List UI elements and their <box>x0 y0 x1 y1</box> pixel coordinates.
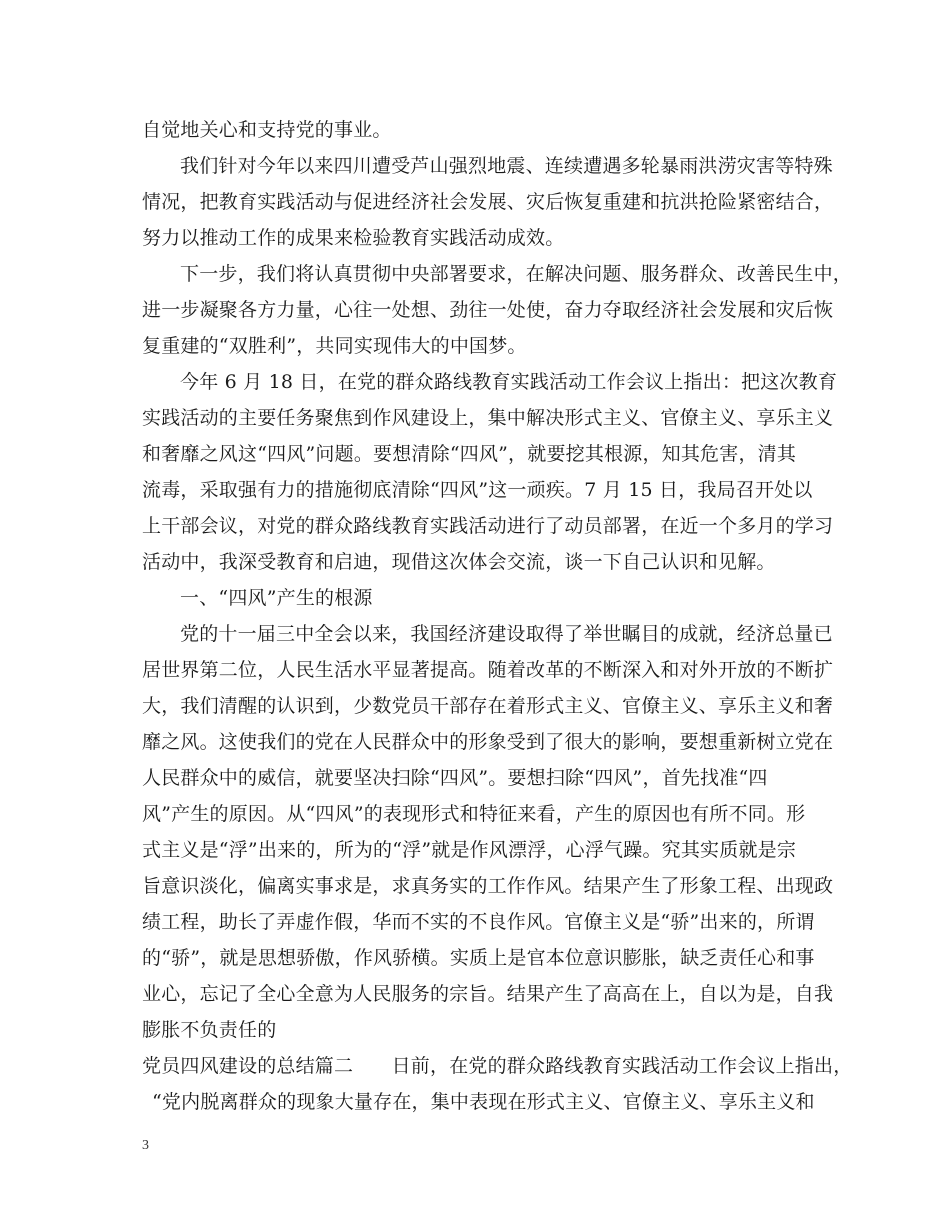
text-line: 风”产生的原因。从“四风”的表现形式和特征来看，产生的原因也有所不同。形 <box>142 803 806 825</box>
text-line: 情况，把教育实践活动与促进经济社会发展、灾后恢复重建和抗洪抢险紧密结合， <box>142 191 834 213</box>
text-line: 流毒，采取强有力的措施彻底清除“四风”这一顽疾。7 月 15 日，我局召开处以 <box>142 479 813 501</box>
page-number: 3 <box>142 1138 149 1153</box>
text-line: 活动中，我深受教育和启迪，现借这次体会交流，谈一下自己认识和见解。 <box>142 551 776 573</box>
text-line: “党内脱离群众的现象大量存在，集中表现在形式主义、官僚主义、享乐主义和 <box>152 1091 815 1113</box>
text-line: 绩工程，助长了弄虚作假，华而不实的不良作风。官僚主义是“骄”出来的，所谓 <box>142 911 815 933</box>
text-line: 党员四风建设的总结篇二 日前，在党的群众路线教育实践活动工作会议上指出， <box>142 1055 853 1077</box>
text-line: 复重建的“双胜利”，共同实现伟大的中国梦。 <box>142 335 527 357</box>
text-line: 的“骄”，就是思想骄傲，作风骄横。实质上是官本位意识膨胀，缺乏责任心和事 <box>142 947 815 969</box>
text-line: 业心，忘记了全心全意为人民服务的宗旨。结果产生了高高在上，自以为是，自我 <box>142 983 834 1005</box>
text-line: 人民群众中的威信，就要坚决扫除“四风”。要想扫除“四风”，首先找准“四 <box>142 767 768 789</box>
text-line: 努力以推动工作的成果来检验教育实践活动成效。 <box>142 227 565 249</box>
text-line: 靡之风。这使我们的党在人民群众中的形象受到了很大的影响，要想重新树立党在 <box>142 731 834 753</box>
text-line: 今年 6 月 18 日，在党的群众路线教育实践活动工作会议上指出：把这次教育 <box>180 371 838 393</box>
text-line: 党的十一届三中全会以来，我国经济建设取得了举世瞩目的成就，经济总量已 <box>180 623 833 645</box>
text-line: 自觉地关心和支持党的事业。 <box>142 119 392 141</box>
text-line: 下一步，我们将认真贯彻中央部署要求，在解决问题、服务群众、改善民生中， <box>180 263 853 285</box>
text-line: 进一步凝聚各方力量，心往一处想、劲往一处使，奋力夺取经济社会发展和灾后恢 <box>142 299 834 321</box>
text-line: 膨胀不负责任的 <box>142 1019 277 1041</box>
section-heading: 一、“四风”产生的根源 <box>180 587 373 609</box>
text-line: 大，我们清醒的认识到，少数党员干部存在着形式主义、官僚主义、享乐主义和奢 <box>142 695 834 717</box>
text-line: 上干部会议，对党的群众路线教育实践活动进行了动员部署，在近一个多月的学习 <box>142 515 834 537</box>
text-line: 居世界第二位，人民生活水平显著提高。随着改革的不断深入和对外开放的不断扩 <box>142 659 834 681</box>
text-line: 实践活动的主要任务聚焦到作风建设上，集中解决形式主义、官僚主义、享乐主义 <box>142 407 834 429</box>
text-line: 我们针对今年以来四川遭受芦山强烈地震、连续遭遇多轮暴雨洪涝灾害等特殊 <box>180 155 833 177</box>
text-line: 式主义是“浮”出来的，所为的“浮”就是作风漂浮，心浮气躁。究其实质就是宗 <box>142 839 797 861</box>
text-line: 和奢靡之风这“四风”问题。要想清除“四风”，就要挖其根源，知其危害，清其 <box>142 443 797 465</box>
text-line: 旨意识淡化，偏离实事求是，求真务实的工作作风。结果产生了形象工程、出现政 <box>142 875 834 897</box>
